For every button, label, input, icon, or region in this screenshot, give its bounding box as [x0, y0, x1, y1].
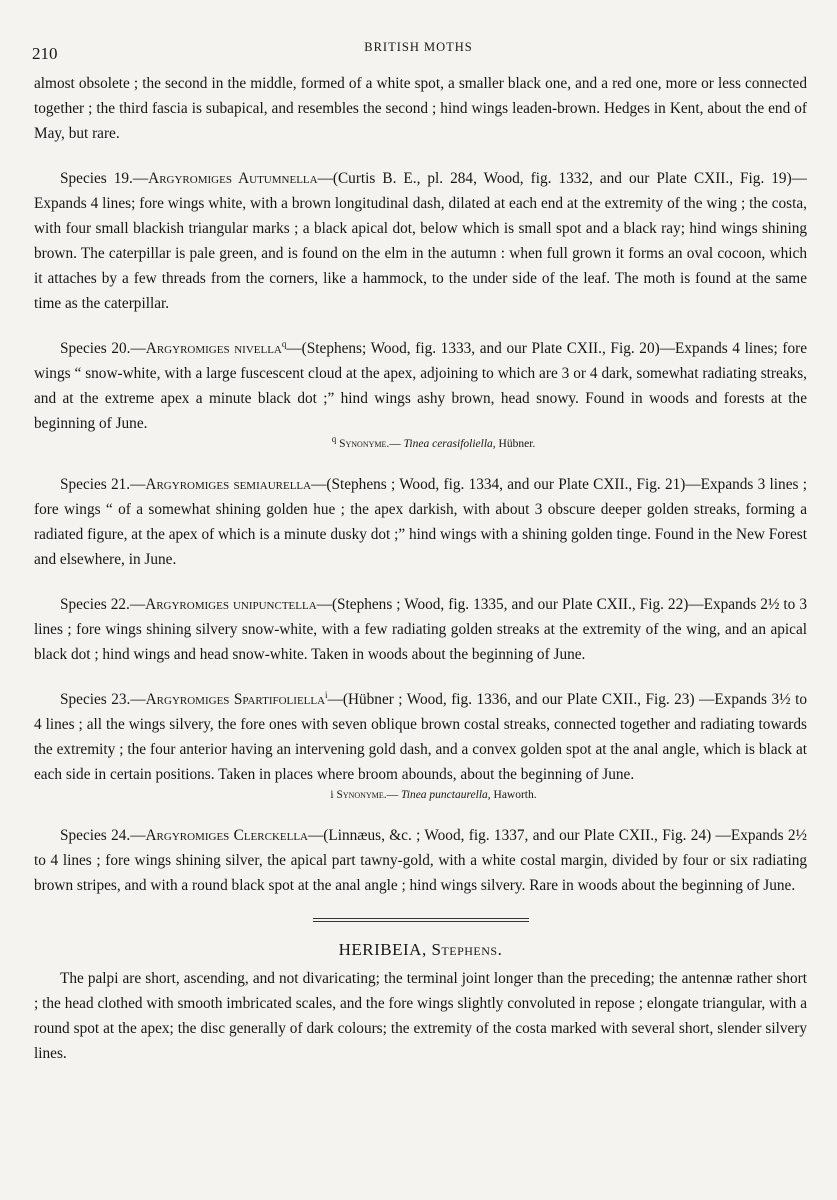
genus-author: Stephens. — [431, 940, 503, 959]
species-name: Argyromiges nivella — [145, 340, 282, 357]
species-label: Species 19.— — [60, 170, 149, 187]
species-text: —(Stephens; Wood, fig. 1333, and our Plate CXII., Fig. 20)—Expands 4 lines; fore wings “ snow-white, with a large fuscescent cloud at the apex, adjoining to which are 3 or 4 dark, somewhat radiating streaks, and at the extreme apex a minute black dot ;” hind wings ashy brown, head snowy. Found in woods and forests at the beginning of June. — [34, 340, 807, 432]
species-text: —(Stephens ; Wood, fig. 1335, and our Plate CXII., Fig. 22)—Expands 2½ to 3 lines ; fore wings shining silvery snow-white, with a few radiating golden streaks at the extremity of the wing, and an apical black dot ; hind wings and head snow-white. Taken in woods about the beginning of June. — [34, 596, 807, 663]
species-22-entry — [34, 592, 807, 667]
species-21-entry — [34, 472, 807, 572]
species-name: Argyromiges Spartifoliella — [145, 691, 326, 708]
species-text: —(Linnæus, &c. ; Wood, fig. 1337, and our Plate CXII., Fig. 24) —Expands 2½ to 4 lines ; fore wings shining silver, the apical part tawny-gold, with a white costal margin, divided by four or six radiating brown stripes, and with a round black spot at the anal angle ; hind wings silvery. Rare in woods about the beginning of June. — [34, 827, 807, 894]
species-label: Species 24.— — [60, 827, 146, 844]
species-text: —(Curtis B. E., pl. 284, Wood, fig. 1332, and our Plate CXII., Fig. 19)—Expands 4 lines; fore wings white, with a brown longitudinal dash, dilated at each end at the extremity of the wing ; the costa, with four small blackish triangular marks ; a black apical dot, below which is small spot and a black ray; hind wings shining brown. The caterpillar is pale green, and is found on the elm in the autumn : when full grown it forms an oval cocoon, which it attaches by a few threads from the corners, like a hammock, to the under side of the leaf. The moth is found at the same time as the caterpillar. — [34, 170, 807, 312]
intro-paragraph: almost obsolete ; the second in the middle, formed of a white spot, a smaller black one, and a red one, more or less connected together ; the third fascia is subapical, and resembles the second ; hind wings leaden-brown. Hedges in Kent, about the end of May, but rare. — [34, 75, 807, 142]
footnote-q: $^q$ Synonyme.— Tinea cerasifoliella, Hübner. — [331, 434, 536, 450]
page-number: 210 — [32, 44, 58, 63]
running-head: BRITISH MOTHS — [364, 40, 473, 54]
species-label: Species 23.— — [60, 691, 146, 708]
species-23-entry — [34, 687, 807, 803]
genus-name: HERIBEIA, — [338, 940, 427, 959]
genus-description: The palpi are short, ascending, and not divaricating; the terminal joint longer than the preceding; the antennæ rather short ; the head clothed with smooth imbricated scales, and the fore wings slightly convoluted in repose ; elongate triangular, with a round spot at the apex; the disc generally of dark colours; the extremity of the costa marked with several short, slender silvery lines. — [34, 970, 807, 1062]
species-label: Species 22.— — [60, 596, 146, 613]
footnote-i: i Synonyme.— Tinea punctaurella, Haworth. — [330, 789, 537, 801]
page-header — [32, 40, 805, 64]
species-24-entry — [34, 823, 807, 898]
page-body — [34, 71, 807, 1066]
species-name: Argyromiges semiaurella — [145, 476, 312, 493]
species-text: —(Stephens ; Wood, fig. 1334, and our Plate CXII., Fig. 21)—Expands 3 lines ; fore wings “ of a somewhat shining golden hue ; the apex darkish, with about 3 obscure deeper golden streaks, forming a radiated figure, at the apex of which is a minute dusky dot ;” hind wings with a shining golden tinge. Found in the New Forest and elsewhere, in June. — [34, 476, 807, 568]
species-name: Argyromiges Autumnella — [148, 170, 318, 187]
species-name: Argyromiges unipunctella — [145, 596, 317, 613]
genus-heading — [34, 940, 807, 960]
footnote-marker: q — [281, 338, 287, 349]
species-label: Species 21.— — [60, 476, 146, 493]
species-19-entry — [34, 166, 807, 316]
species-20-entry — [34, 336, 807, 452]
footnote-marker: i — [325, 689, 328, 700]
species-label: Species 20.— — [60, 340, 146, 357]
species-name: Argyromiges Clerckella — [145, 827, 308, 844]
species-text: —(Hübner ; Wood, fig. 1336, and our Plate CXII., Fig. 23) —Expands 3½ to 4 lines ; all the wings silvery, the fore ones with seven oblique brown costal streaks, connected together and radiating towards the extremity ; the four anterior having an intervening gold dash, and a convex golden spot at the anal angle, which is black at each side in certain positions. Taken in places where broom abounds, about the beginning of June. — [34, 691, 807, 783]
section-divider — [313, 918, 529, 922]
